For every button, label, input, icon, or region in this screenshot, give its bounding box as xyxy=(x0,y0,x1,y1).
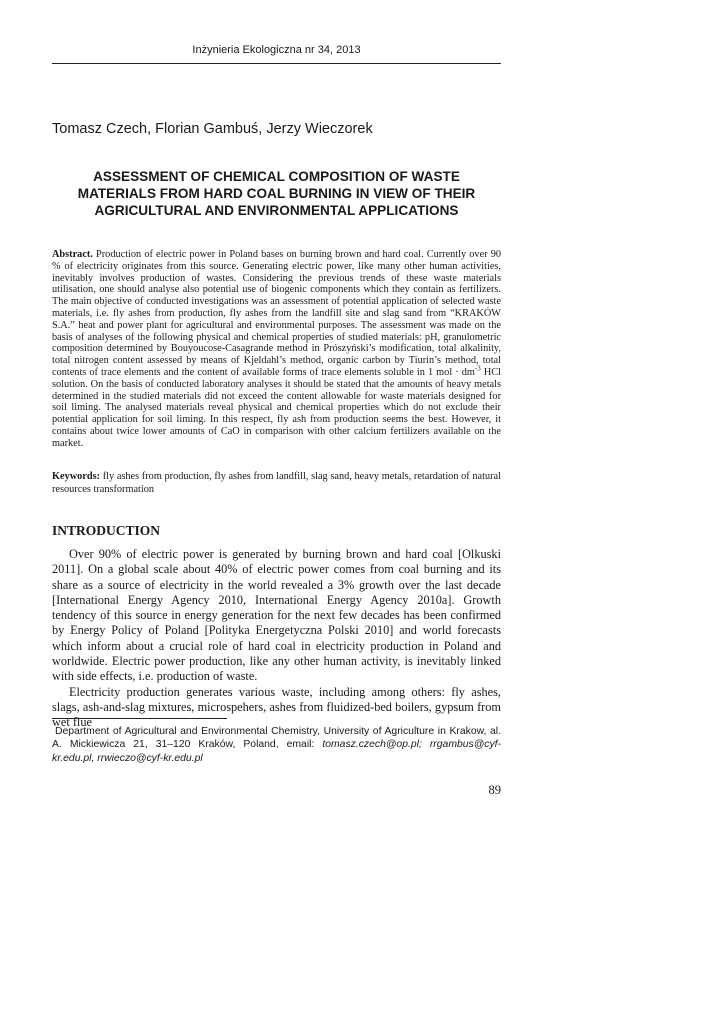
keywords xyxy=(52,470,501,496)
footnote-text: Department of Agricultural and Environmental Chemistry, University of Agriculture in Krakow, al. A. Mickiewicza 21, 31–120 Kraków, Poland, email: xyxy=(52,726,501,751)
journal-header: Inżynieria Ekologiczna nr 34, 2013 xyxy=(192,44,361,56)
title-line-2: MATERIALS FROM HARD COAL BURNING IN VIEW OF THEIR xyxy=(77,186,476,201)
header-rule xyxy=(52,63,501,64)
affiliation-footnote xyxy=(52,725,501,765)
introduction-body xyxy=(52,547,501,731)
abstract xyxy=(52,249,501,450)
abstract-text-2: HCl solution. On the basis of conducted laboratory analyses it should be stated that the amounts of heavy metals determined in the studied materials did not exceed the content allowable for waste materials designed for soil liming. The analysed materials reveal physical and chemical properties which do not exclude their potential application for soil liming. In this respect, fly ash from production seems the best. However, it contains about twice lower amounts of CaO in comparison with other calcium fertilizers available on the market. xyxy=(52,366,501,449)
abstract-label: Abstract. xyxy=(52,249,93,260)
introduction-paragraph-2: Electricity production generates various waste, including among others: fly ashes, slags, ash-and-slag mixtures, microspehers, ashes from fluidized-bed boilers, gypsum from wet flue xyxy=(52,684,501,730)
title-line-3: AGRICULTURAL AND ENVIRONMENTAL APPLICATIONS xyxy=(94,203,459,218)
abstract-superscript: -3 xyxy=(474,364,481,373)
abstract-text-1: Production of electric power in Poland bases on burning brown and hard coal. Currently over 90 % of electricity originates from this source. Generating electric power, like many other human activities, inevitably involves production of wastes. Considering the previous trends of these waste materials utilisation, one should analyse also potential use of biogenic components which they contain as fertilizers. The main objective of conducted investigations was an assessment of potential application of selected waste materials, i.e. fly ashes from production, fly ashes from the landfill site and slag sand from “KRAKÓW S.A.” heat and power plant for agricultural and environmental purposes. The assessment was made on the basis of analyses of the following physical and chemical properties of studied materials: pH, granulometric composition determined by Bouyoucose-Casagrande method in Prószyński’s modification, total alkalinity, total nitrogen content assessed by means of Kjeldahl’s method, organic carbon by Tiurin’s method, total contents of trace elements and the content of available forms of trace elements soluble in 1 mol · dm xyxy=(52,249,501,378)
section-heading-introduction: INTRODUCTION xyxy=(52,523,161,538)
keywords-text: fly ashes from production, fly ashes from landfill, slag sand, heavy metals, retardation of natural resources transformation xyxy=(52,471,501,495)
keywords-label: Keywords: xyxy=(52,471,101,482)
page-number: 89 xyxy=(488,783,501,797)
footnote-rule xyxy=(52,718,227,719)
title-line-1: ASSESSMENT OF CHEMICAL COMPOSITION OF WASTE xyxy=(93,169,460,184)
paper-title xyxy=(52,168,501,219)
author-list: Tomasz Czech, Florian Gambuś, Jerzy Wieczorek xyxy=(52,121,373,137)
introduction-paragraph-1: Over 90% of electric power is generated by burning brown and hard coal [Olkuski 2011]. On a global scale about 40% of electric power comes from coal burning and its share as a source of electricity in the world revealed a 3% growth over the last decade [International Energy Agency 2010, International Energy Agency 2010a]. Growth tendency of this source in energy generation for the next few decades has been confirmed by Energy Policy of Poland [Polityka Energetyczna Polski 2010] and world forecasts which inform about a crucial role of hard coal in electricity production in Poland and worldwide. Electric power production, like any other human activity, is inevitably linked with side effects, i.e. production of waste. xyxy=(52,547,501,684)
footnote-emails: tomasz.czech@op.pl; rrgambus@cyf-kr.edu.pl, rrwieczo@cyf-kr.edu.pl xyxy=(52,739,502,764)
